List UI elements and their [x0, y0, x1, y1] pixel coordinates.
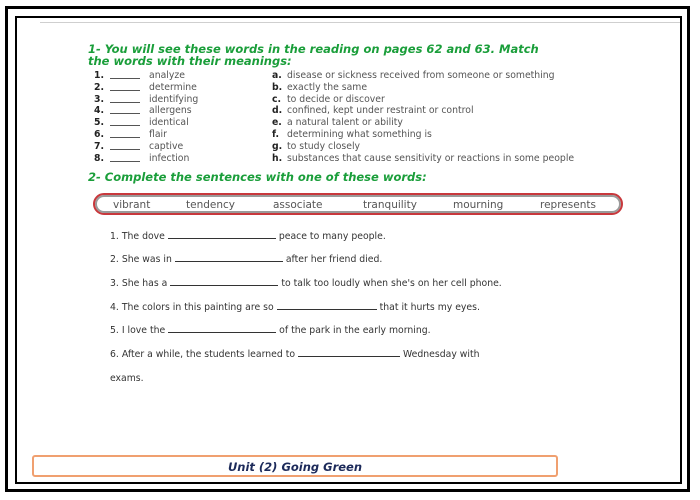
word-bank-item: mourning — [453, 199, 504, 211]
item-number: 6. — [94, 128, 105, 140]
sentence-end: Wednesday with — [403, 349, 480, 360]
sentence-blank[interactable] — [170, 277, 278, 286]
definition-letter: g. — [272, 140, 283, 152]
vocab-word: determine — [149, 81, 197, 93]
sentence-blank[interactable] — [277, 301, 377, 310]
sentence-start: 2. She was in — [110, 254, 172, 265]
sentence — [110, 277, 502, 289]
vocab-word: infection — [149, 152, 190, 164]
section2-title: 2- Complete the sentences with one of these words: — [88, 170, 427, 184]
definition-letter: d. — [272, 105, 283, 117]
item-number: 8. — [94, 152, 105, 164]
sentence — [110, 301, 480, 313]
item-number: 5. — [94, 117, 105, 129]
definition-text: a natural talent or ability — [287, 117, 403, 129]
sentence — [110, 230, 386, 242]
definition-text: exactly the same — [287, 81, 368, 93]
sentence — [110, 324, 431, 336]
answer-blank[interactable] — [110, 90, 140, 91]
definition-text: to study closely — [287, 140, 361, 152]
vocab-word: captive — [149, 140, 184, 152]
word-bank-item: represents — [540, 199, 596, 211]
sentence-blank[interactable] — [168, 324, 276, 333]
sentence-end: that it hurts my eyes. — [379, 302, 480, 313]
definition-text: substances that cause sensitivity or reactions in some people — [287, 152, 575, 164]
top-divider — [40, 22, 680, 23]
section1-title-line2: the words with their meanings: — [88, 54, 292, 68]
vocab-word: flair — [149, 128, 167, 140]
answer-blank[interactable] — [110, 125, 140, 126]
sentence-start: 5. I love the — [110, 325, 166, 336]
sentence-continuation: exams. — [110, 373, 144, 384]
sentence-blank[interactable] — [175, 253, 283, 262]
sentence-blank[interactable] — [298, 348, 400, 357]
item-number: 3. — [94, 93, 105, 105]
sentence-end: of the park in the early morning. — [279, 325, 431, 336]
answer-blank[interactable] — [110, 102, 140, 103]
item-number: 7. — [94, 140, 105, 152]
sentence-start: 1. The dove — [110, 231, 165, 242]
vocab-word: allergens — [149, 105, 192, 117]
definition-text: disease or sickness received from someone or something — [287, 70, 555, 81]
definition-letter: f. — [272, 128, 280, 140]
unit-title-box — [32, 455, 558, 477]
word-bank-item: tranquility — [363, 199, 417, 211]
answer-blank[interactable] — [110, 161, 140, 162]
word-bank-item: associate — [273, 199, 323, 211]
definition-text: determining what something is — [287, 128, 432, 140]
answer-blank[interactable] — [110, 78, 140, 79]
item-number: 1. — [94, 70, 105, 81]
definition-letter: b. — [272, 81, 283, 93]
sentence-end: after her friend died. — [285, 254, 383, 265]
vocab-word: identical — [149, 117, 189, 129]
word-bank-item: tendency — [186, 199, 235, 211]
word-bank-item: vibrant — [113, 199, 151, 211]
definition-letter: h. — [272, 152, 283, 164]
sentence-start: 4. The colors in this painting are so — [110, 302, 274, 313]
item-number: 2. — [94, 81, 105, 93]
answer-blank[interactable] — [110, 137, 140, 138]
section1-title-line1: 1- You will see these words in the reading on pages 62 and 63. Match — [88, 42, 539, 56]
definition-letter: a. — [272, 70, 282, 81]
word-bank — [93, 193, 623, 215]
definition-letter: c. — [272, 93, 282, 105]
definition-text: to decide or discover — [287, 93, 385, 105]
sentence-blank[interactable] — [168, 230, 276, 239]
vocab-word: identifying — [149, 93, 199, 105]
definition-letter: e. — [272, 117, 282, 129]
definition-text: confined, kept under restraint or control — [287, 105, 474, 117]
sentence-start: 6. After a while, the students learned to — [110, 349, 296, 360]
answer-blank[interactable] — [110, 113, 140, 114]
sentence-end: peace to many people. — [278, 231, 386, 242]
vocab-word: analyze — [149, 70, 185, 81]
sentence — [110, 253, 382, 265]
item-number: 4. — [94, 105, 105, 117]
sentence-start: 3. She has a — [110, 278, 168, 289]
sentence — [110, 348, 480, 360]
answer-blank[interactable] — [110, 149, 140, 150]
unit-title: Unit (2) Going Green — [227, 460, 363, 474]
sentence-end: to talk too loudly when she's on her cell phone. — [281, 278, 502, 289]
